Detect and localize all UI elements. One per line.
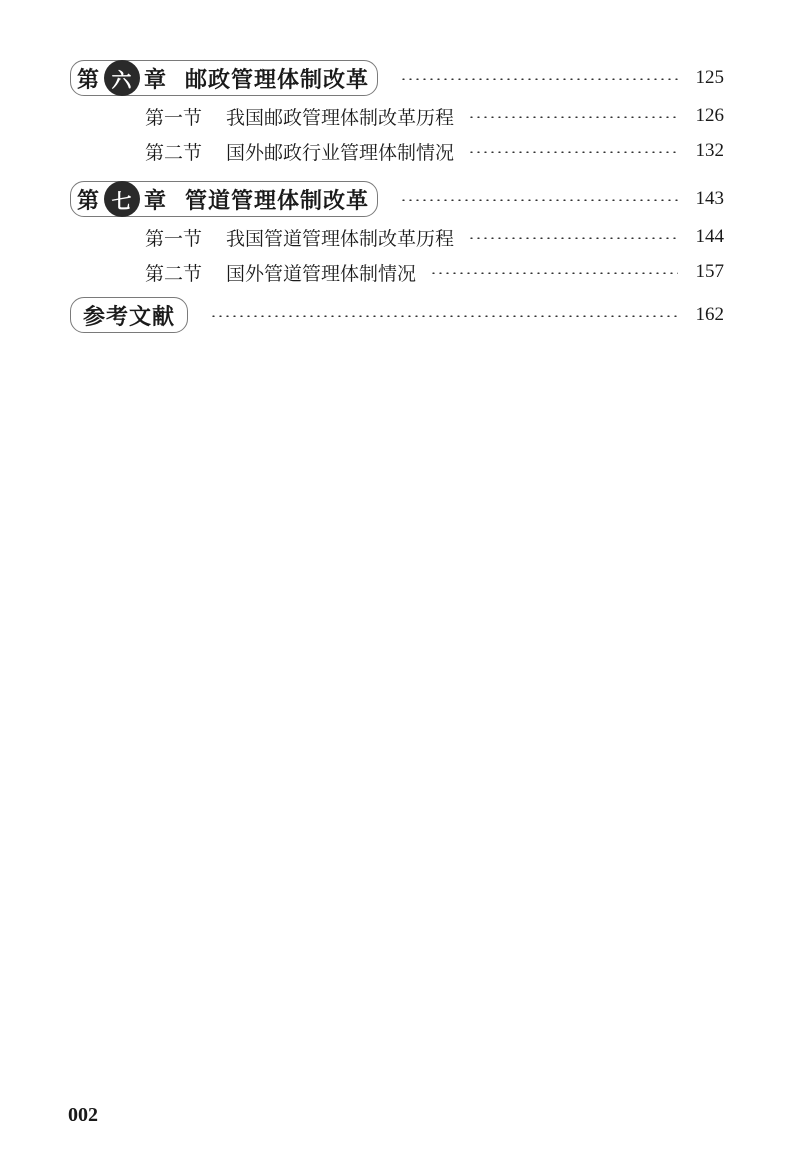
footer-page-number: 002 — [68, 1104, 98, 1126]
section-entry[interactable] — [145, 254, 724, 290]
section-label: 第二节 — [145, 262, 203, 285]
section-entry[interactable] — [145, 219, 724, 255]
references-page-number: 162 — [695, 304, 724, 325]
dot-leader — [430, 272, 678, 274]
section-page-number: 144 — [695, 226, 724, 247]
references-entry[interactable] — [70, 297, 724, 333]
chapter-title: 管道管理体制改革 — [185, 187, 370, 214]
references-title: 参考文献 — [83, 303, 176, 330]
section-title: 我国管道管理体制改革历程 — [226, 227, 455, 250]
section-entry[interactable] — [145, 133, 724, 169]
section-title: 我国邮政管理体制改革历程 — [226, 106, 455, 129]
chapter-prefix: 第 — [77, 66, 101, 93]
chapter-number-circle: 七 — [104, 181, 140, 217]
section-title: 国外管道管理体制情况 — [226, 262, 417, 285]
dot-leader — [468, 151, 678, 153]
section-page-number: 157 — [695, 261, 724, 282]
references-badge — [70, 297, 188, 333]
dot-leader — [210, 315, 678, 317]
dot-leader — [468, 237, 678, 239]
section-page-number: 126 — [695, 105, 724, 126]
chapter-suffix: 章 — [144, 66, 168, 93]
chapter-page-number: 125 — [695, 67, 724, 88]
chapter-number-circle: 六 — [104, 60, 140, 96]
section-page-number: 132 — [695, 140, 724, 161]
section-entry[interactable] — [145, 98, 724, 134]
section-label: 第一节 — [145, 106, 203, 129]
chapter-entry[interactable] — [70, 181, 724, 217]
section-title: 国外邮政行业管理体制情况 — [226, 141, 455, 164]
dot-leader — [400, 78, 678, 80]
chapter-page-number: 143 — [695, 188, 724, 209]
chapter-title: 邮政管理体制改革 — [185, 66, 370, 93]
chapter-heading-badge — [70, 181, 378, 217]
chapter-entry[interactable] — [70, 60, 724, 96]
dot-leader — [468, 116, 678, 118]
section-label: 第一节 — [145, 227, 203, 250]
section-label: 第二节 — [145, 141, 203, 164]
chapter-heading-badge — [70, 60, 378, 96]
chapter-prefix: 第 — [77, 187, 101, 214]
chapter-suffix: 章 — [144, 187, 168, 214]
dot-leader — [400, 199, 678, 201]
